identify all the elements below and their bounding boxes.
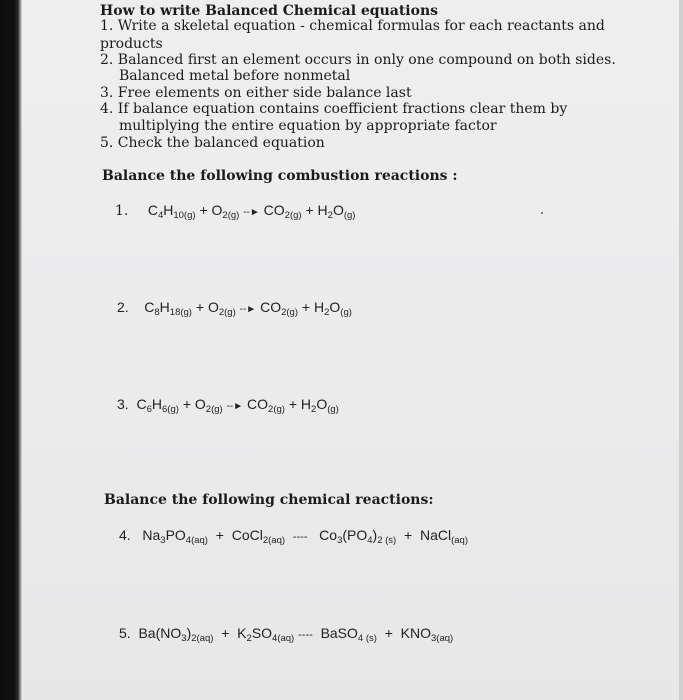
step-3-line1: 3. Free elements on either side balance last [100,85,412,101]
equation-3 [117,396,339,415]
reactant-2: $O_{2(g)}$ [207,299,236,318]
equation-number: 2. [117,299,129,315]
product-2: $H_2O_{(g)}$ [313,299,352,318]
reactant-1: $C_6H_{6(g)}$ [136,396,179,415]
product-1: $CO_{2(g)}$ [263,202,302,221]
section-chemical-heading: Balance the following chemical reactions: [104,492,434,508]
equation-4 [119,527,468,546]
step-1-line2: products [100,36,163,52]
equation-2 [117,299,352,318]
equation-number: 4. [119,527,131,543]
product-1: $CO_{2(g)}$ [247,396,285,415]
reaction-arrow: ---- [298,629,313,641]
reaction-arrow: ---- [292,531,308,543]
page-title: How to write Balanced Chemical equations [100,3,439,19]
equation-number: 1. [115,203,129,219]
reactant-1: $C_8H_{18(g)}$ [144,299,192,318]
plus-sign: + [301,299,311,315]
product-2: $H_2O_{(g)}$ [300,396,339,415]
plus-sign: + [404,527,413,543]
plus-sign: + [195,299,205,315]
product-1: $CO_{2(g)}$ [260,299,298,318]
product-1: BaSO$_{4 (s)}$ [320,625,377,644]
step-1-line1: 1. Write a skeletal equation - chemical formulas for each reactants and [100,18,605,34]
reactant-1: $Na_3PO_{4(aq)}$ [142,527,208,546]
plus-sign: + [199,202,208,218]
reactant-2: $O_{2(g)}$ [211,202,240,221]
reaction-arrow: --► [239,304,257,315]
plus-sign: + [215,527,224,543]
reactant-1: $C_4H_{10(g)}$ [147,202,196,221]
equation-5 [119,625,453,644]
step-2-line2: Balanced metal before nonmetal [119,68,351,84]
reactant-2: $O_{2(g)}$ [194,396,223,415]
product-2: $H_2O_{(g)}$ [317,202,356,221]
section-combustion-heading: Balance the following combustion reactions : [102,168,458,184]
stray-mark [541,212,543,214]
step-4-line2: multiplying the entire equation by appropriate factor [119,118,497,134]
plus-sign: + [384,625,393,641]
reactant-2: CoCl$_{2(aq)}$ [231,527,286,546]
reaction-arrow: --► [226,401,244,412]
plus-sign: + [288,396,298,412]
reactant-2: $K_2SO_{4(aq)}$ [237,625,295,644]
product-2: $KNO_{3(aq)}$ [400,625,454,644]
equation-number: 3. [117,396,129,412]
page-edge [679,0,683,700]
step-4-line1: 4. If balance equation contains coefficient fractions clear them by [100,101,568,117]
reaction-arrow: --► [243,207,260,218]
plus-sign: + [305,202,314,218]
equation-1 [115,202,355,221]
plus-sign: + [182,396,191,412]
equation-number: 5. [119,625,131,641]
reactant-1: $Ba(NO_3)_{2(aq)}$ [138,625,214,644]
step-5-line1: 5. Check the balanced equation [100,135,325,151]
plus-sign: + [221,625,230,641]
product-2: NaCl$_{(aq)}$ [419,527,468,546]
product-1: $Co_3(PO_4)_{2 (s)}$ [319,527,397,546]
step-2-line1: 2. Balanced first an element occurs in only one compound on both sides. [100,52,616,68]
